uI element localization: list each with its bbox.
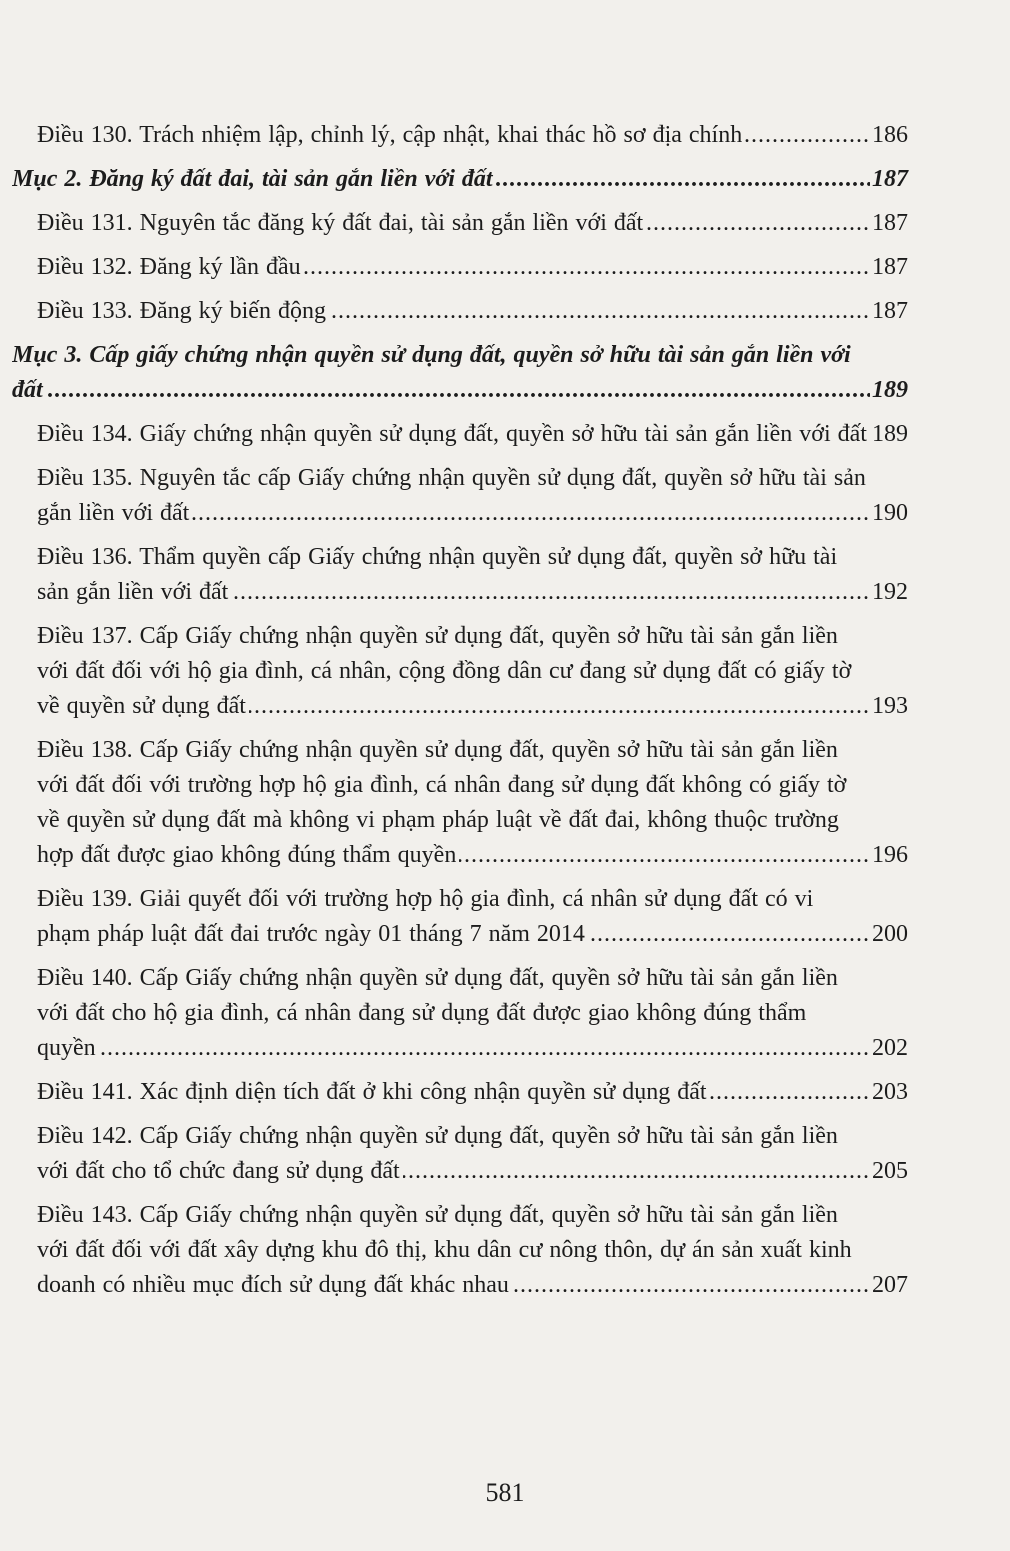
toc-entry-dieu-132 xyxy=(12,250,908,285)
table-of-contents xyxy=(12,118,908,1312)
toc-entry-page: 192 xyxy=(870,575,908,610)
toc-entry-page: 187 xyxy=(870,206,908,241)
toc-entry-title: Điều 130. Trách nhiệm lập, chỉnh lý, cập nhật, khai thác hồ sơ địa chính xyxy=(37,122,745,148)
toc-entry-dieu-131 xyxy=(12,206,908,241)
toc-entry-title: Điều 134. Giấy chứng nhận quyền sử dụng đất, quyền sở hữu tài sản gắn liền với đất xyxy=(37,421,870,447)
toc-entry-page: 196 xyxy=(870,838,908,873)
toc-entry-dieu-137 xyxy=(12,619,908,724)
toc-section-muc-2 xyxy=(12,162,908,197)
toc-entry-title: Điều 136. Thẩm quyền cấp Giấy chứng nhận quyền sử dụng đất, quyền sở hữu tài sản gắn liền với đất xyxy=(37,544,838,605)
toc-entry-page: 207 xyxy=(870,1268,908,1303)
toc-entry-page: 193 xyxy=(870,689,908,724)
toc-entry-title: Điều 140. Cấp Giấy chứng nhận quyền sử dụng đất, quyền sở hữu tài sản gắn liền với đất cho hộ gia đình, cá nhân đang sử dụng đất được giao không đúng thẩm quyền xyxy=(37,965,838,1061)
toc-entry-dieu-134 xyxy=(12,417,908,452)
toc-entry-title: Điều 137. Cấp Giấy chứng nhận quyền sử dụng đất, quyền sở hữu tài sản gắn liền với đất đối với hộ gia đình, cá nhân, cộng đồng dân cư đang sử dụng đất có giấy tờ về quyền sử dụng đất xyxy=(37,623,852,719)
page-number: 581 xyxy=(485,1478,525,1507)
toc-section-page: 189 xyxy=(870,373,908,408)
toc-entry-title: Điều 131. Nguyên tắc đăng ký đất đai, tài sản gắn liền với đất xyxy=(37,210,646,236)
toc-entry-dieu-130 xyxy=(12,118,908,153)
toc-entry-dieu-133 xyxy=(12,294,908,329)
toc-entry-dieu-143 xyxy=(12,1198,908,1303)
toc-section-page: 187 xyxy=(870,162,908,197)
toc-entry-page: 203 xyxy=(870,1075,908,1110)
toc-entry-page: 200 xyxy=(870,917,908,952)
toc-entry-dieu-140 xyxy=(12,961,908,1066)
toc-entry-title: Điều 143. Cấp Giấy chứng nhận quyền sử dụng đất, quyền sở hữu tài sản gắn liền với đất đối với đất xây dựng khu đô thị, khu dân cư nông thôn, dự án sản xuất kinh doanh có nhiều mục đích sử dụng đất khác nhau xyxy=(37,1202,852,1298)
toc-entry-dieu-141 xyxy=(12,1075,908,1110)
toc-section-muc-3 xyxy=(12,338,908,408)
toc-entry-page: 186 xyxy=(870,118,908,153)
toc-entry-page: 202 xyxy=(870,1031,908,1066)
toc-entry-title: Điều 139. Giải quyết đối với trường hợp hộ gia đình, cá nhân sử dụng đất có vi phạm pháp luật đất đai trước ngày 01 tháng 7 năm 2014 xyxy=(37,886,814,947)
toc-entry-dieu-135 xyxy=(12,461,908,531)
toc-entry-title: Điều 141. Xác định diện tích đất ở khi công nhận quyền sử dụng đất xyxy=(37,1079,710,1105)
toc-entry-title: Điều 135. Nguyên tắc cấp Giấy chứng nhận quyền sử dụng đất, quyền sở hữu tài sản gắn liền với đất xyxy=(37,465,866,526)
toc-entry-page: 190 xyxy=(870,496,908,531)
toc-entry-dieu-139 xyxy=(12,882,908,952)
toc-entry-title: Điều 132. Đăng ký lần đầu xyxy=(37,254,304,280)
toc-section-title: Mục 2. Đăng ký đất đai, tài sản gắn liền với đất xyxy=(12,166,496,192)
toc-entry-page: 189 xyxy=(870,417,908,452)
toc-entry-dieu-138 xyxy=(12,733,908,873)
toc-entry-page: 187 xyxy=(870,294,908,329)
toc-entry-page: 187 xyxy=(870,250,908,285)
toc-entry-dieu-142 xyxy=(12,1119,908,1189)
toc-entry-page: 205 xyxy=(870,1154,908,1189)
toc-entry-title: Điều 142. Cấp Giấy chứng nhận quyền sử dụng đất, quyền sở hữu tài sản gắn liền với đất cho tổ chức đang sử dụng đất xyxy=(37,1123,838,1184)
toc-section-title: Mục 3. Cấp giấy chứng nhận quyền sử dụng đất, quyền sở hữu tài sản gắn liền với đất xyxy=(12,342,851,403)
toc-entry-title: Điều 138. Cấp Giấy chứng nhận quyền sử dụng đất, quyền sở hữu tài sản gắn liền với đất đối với trường hợp hộ gia đình, cá nhân đang sử dụng đất không có giấy tờ về quyền sử dụng đất mà không vi phạm pháp luật về đất đai, không thuộc trường hợp đất được giao không đúng thẩm quyền xyxy=(37,737,847,868)
toc-entry-title: Điều 133. Đăng ký biến động xyxy=(37,298,329,324)
toc-entry-dieu-136 xyxy=(12,540,908,610)
